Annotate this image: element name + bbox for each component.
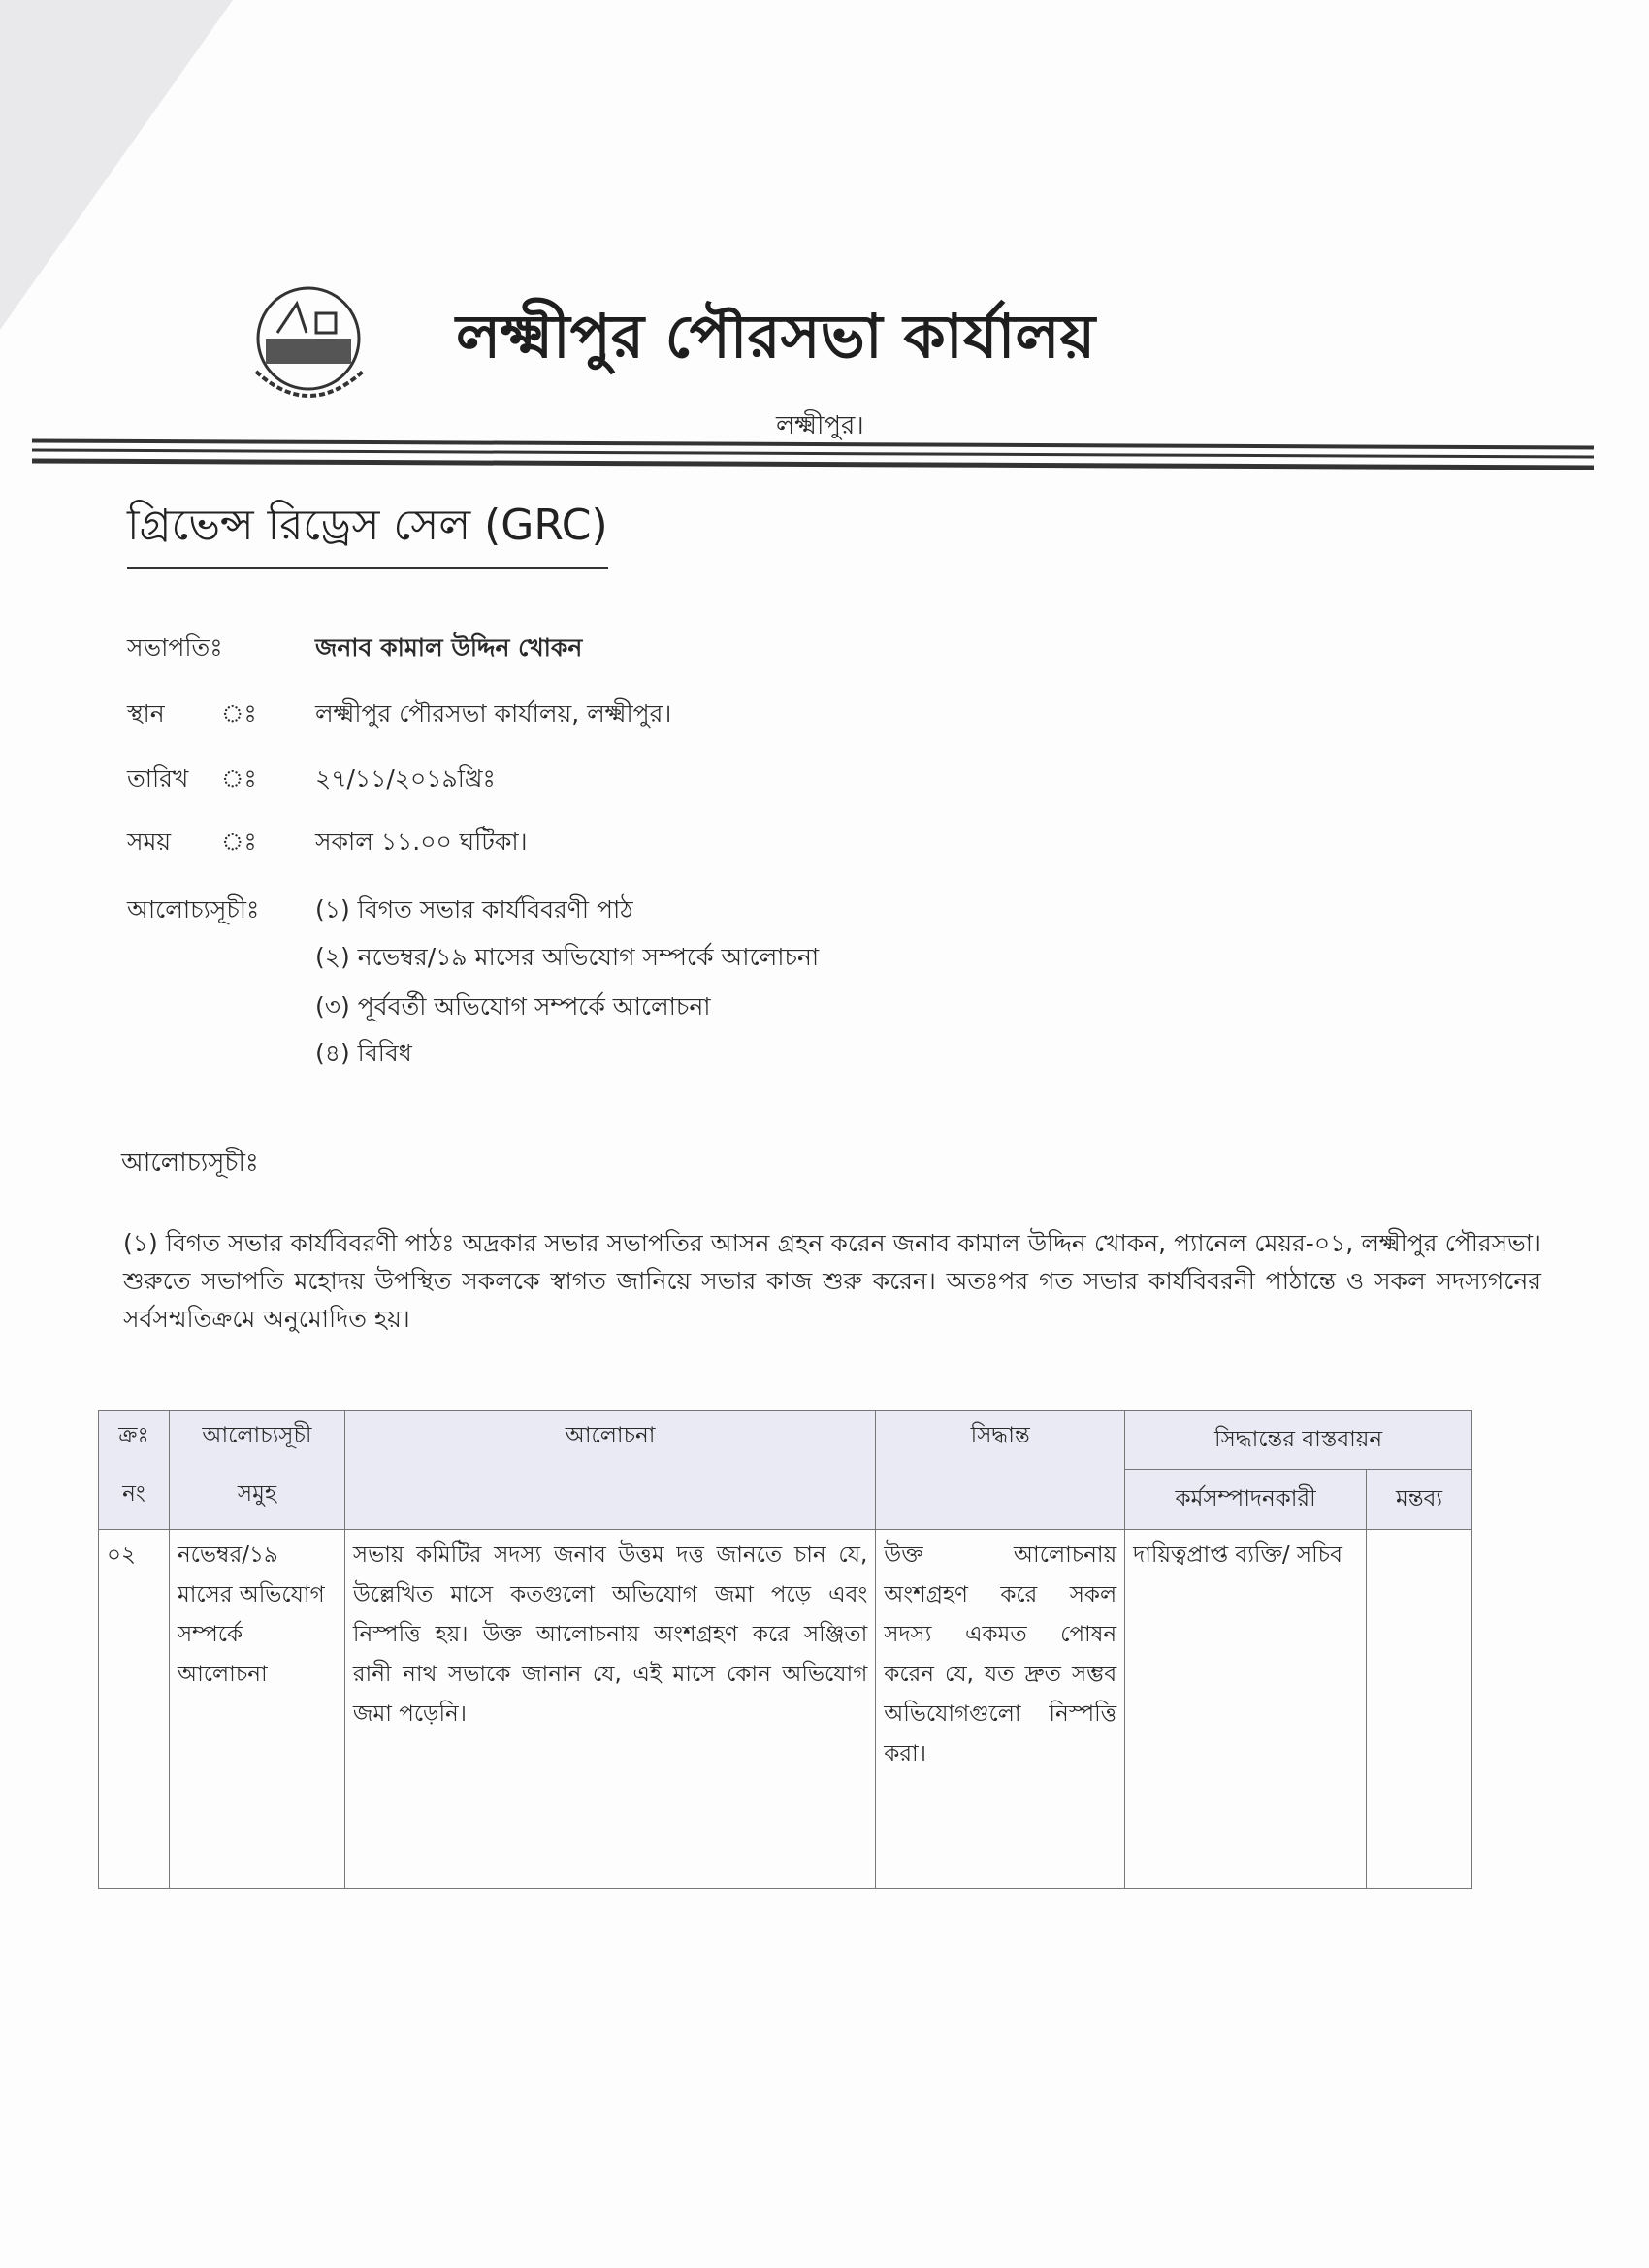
minutes-paragraph: (১) বিগত সভার কার্যবিবরণী পাঠঃ অদ্রকার সভার সভাপতির আসন গ্রহন করেন জনাব কামাল উদ্দিন খোকন, প্যানেল মেয়র-০১, লক্ষ্মীপুর পৌরসভা। শুরুতে সভাপতি মহোদয় উপস্থিত সকলকে স্বাগত জানিয়ে সভার কাজ শুরু করেন। অতঃপর গত সভার কার্যবিবরনী পাঠান্তে ও সকল সদস্যগনের সর্বসম্মতিক্রমে অনুমোদিত হয়। [123,1229,1541,1333]
time-label: সময় [127,827,172,856]
header-decision: সিদ্ধান্ত [876,1411,1125,1530]
agenda-item: (১) বিগত সভার কার্যবিবরণী পাঠ [315,895,633,923]
venue-value: লক্ষ্মীপুর পৌরসভা কার্যালয়, লক্ষ্মীপুর। [315,699,672,728]
page-heading: গ্রিভেন্স রিড্রেস সেল (GRC) [127,493,608,569]
section-heading: আলোচ্যসূচীঃ [121,1149,259,1178]
office-location: লক্ষ্মীপুর। [776,411,864,440]
page-fold [0,0,233,330]
cell-remarks [1367,1530,1472,1889]
cell-decision: উক্ত আলোচনায় অংশগ্রহণ করে সকল সদস্য একমত পোষন করেন যে, যত দ্রুত সম্ভব অভিযোগগুলো নিস্পত্তি করা। [876,1530,1125,1889]
municipality-logo [239,275,384,412]
agenda-item: (২) নভেম্বর/১৯ মাসের অভিযোগ সম্পর্কে আলোচনা [315,943,820,971]
header-serial: ক্রঃ [99,1411,170,1470]
header-agenda: আলোচ্যসূচী [169,1411,344,1470]
cell-discussion: সভায় কমিটির সদস্য জনাব উত্তম দত্ত জানতে চান যে, উল্লেখিত মাসে কতগুলো অভিযোগ জমা পড়ে এবং নিস্পত্তি হয়। উক্ত আলোচনায় অংশগ্রহণ করে সঞ্জিতা রানী নাথ সভাকে জানান যে, এই মাসে কোন অভিযোগ জমা পড়েনি। [344,1530,875,1889]
minutes-table [98,1410,1472,1889]
cell-implementer: দায়িত্বপ্রাপ্ত ব্যক্তি/ সচিব [1125,1530,1367,1889]
agenda-label: আলোচ্যসূচীঃ [127,895,260,923]
date-value: ২৭/১১/২০১৯খ্রিঃ [315,764,496,793]
date-colon: ঃ [221,764,257,793]
agenda-item: (৪) বিবিধ [315,1039,412,1067]
header-divider [32,458,1594,470]
agenda-item: (৩) পূর্ববর্তী অভিযোগ সম্পর্কে আলোচনা [315,992,711,1021]
venue-label: স্থান [127,699,165,728]
header-agenda-2: সমুহ [169,1470,344,1530]
chair-value: জনাব কামাল উদ্দিন খোকন [315,633,583,662]
header-remarks: মন্তব্য [1367,1470,1472,1530]
chair-label: সভাপতিঃ [127,633,223,662]
cell-agenda: নভেম্বর/১৯ মাসের অভিযোগ সম্পর্কে আলোচনা [169,1530,344,1889]
time-colon: ঃ [221,827,257,856]
table-row [99,1530,1472,1889]
office-title: লক্ষ্মীপুর পৌরসভা কার্যালয় [456,301,1096,372]
header-serial-2: নং [99,1470,170,1530]
header-implementer: কর্মসম্পাদনকারী [1125,1470,1367,1530]
header-implementation: সিদ্ধান্তের বাস্তবায়ন [1125,1411,1472,1470]
header-discussion: আলোচনা [344,1411,875,1530]
date-label: তারিখ [127,764,189,793]
venue-colon: ঃ [221,699,257,728]
time-value: সকাল ১১.০০ ঘটিকা। [315,827,528,856]
header-divider [32,448,1594,458]
cell-serial: ০২ [99,1530,170,1889]
